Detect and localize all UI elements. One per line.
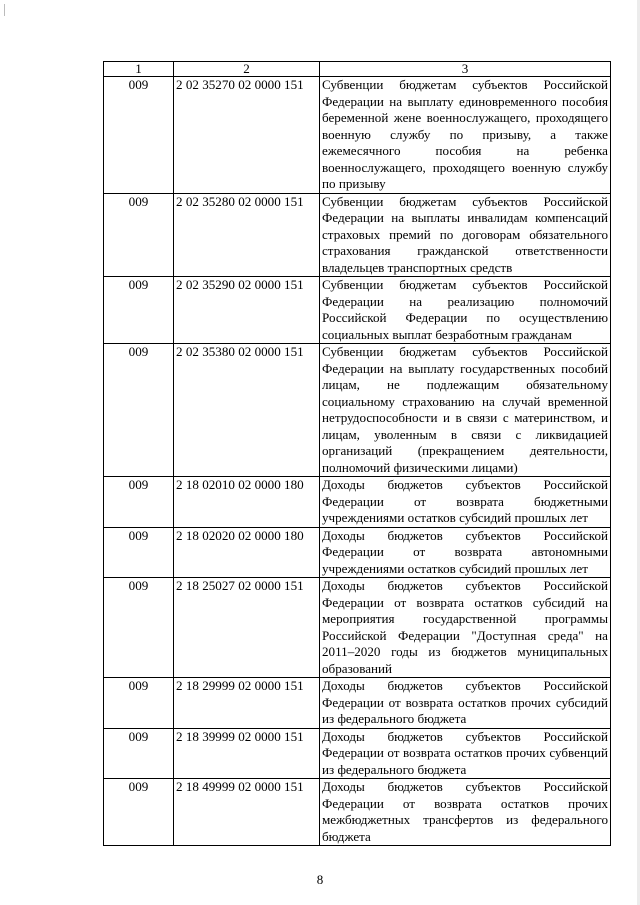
column-header-3: 3	[320, 62, 611, 77]
table-row	[104, 728, 611, 779]
admin-code-cell: 009	[104, 193, 174, 277]
budget-code-cell: 2 18 29999 02 0000 151	[174, 678, 320, 729]
table-row	[104, 344, 611, 477]
budget-code-cell: 2 18 25027 02 0000 151	[174, 578, 320, 678]
revenue-name-cell: Субвенции бюджетам субъектов Российской Федерации на выплату единовременного пособия беременной жене военнослужащего, проходящего военную службу по призыву, а также ежемесячного пособия на ребенка военнослужащего, проходящего военную службу по призыву	[320, 77, 611, 194]
revenue-name-cell: Доходы бюджетов субъектов Российской Федерации от возврата автономными учреждениями остатков субсидий прошлых лет	[320, 527, 611, 578]
revenue-name-cell: Субвенции бюджетам субъектов Российской Федерации на выплаты инвалидам компенсаций страховых премий по договорам обязательного страхования гражданской ответственности владельцев транспортных средств	[320, 193, 611, 277]
table-row	[104, 678, 611, 729]
table-body	[104, 77, 611, 846]
table-row	[104, 477, 611, 528]
admin-code-cell: 009	[104, 678, 174, 729]
budget-code-cell: 2 18 39999 02 0000 151	[174, 728, 320, 779]
budget-code-cell: 2 18 02020 02 0000 180	[174, 527, 320, 578]
admin-code-cell: 009	[104, 578, 174, 678]
scan-mark	[4, 4, 5, 16]
revenue-name-cell: Доходы бюджетов субъектов Российской Федерации от возврата остатков прочих межбюджетных трансфертов из федерального бюджета	[320, 779, 611, 846]
budget-code-cell: 2 02 35290 02 0000 151	[174, 277, 320, 344]
table-row	[104, 77, 611, 194]
admin-code-cell: 009	[104, 344, 174, 477]
table-header-row	[104, 62, 611, 77]
revenue-name-cell: Субвенции бюджетам субъектов Российской Федерации на реализацию полномочий Российской Федерации по осуществлению социальных выплат безработным гражданам	[320, 277, 611, 344]
table-row	[104, 779, 611, 846]
admin-code-cell: 009	[104, 728, 174, 779]
admin-code-cell: 009	[104, 527, 174, 578]
revenue-name-cell: Доходы бюджетов субъектов Российской Федерации от возврата бюджетными учреждениями остатков субсидий прошлых лет	[320, 477, 611, 528]
table-row	[104, 277, 611, 344]
budget-code-cell: 2 02 35270 02 0000 151	[174, 77, 320, 194]
admin-code-cell: 009	[104, 477, 174, 528]
budget-code-cell: 2 18 49999 02 0000 151	[174, 779, 320, 846]
table-row	[104, 193, 611, 277]
revenue-name-cell: Доходы бюджетов субъектов Российской Федерации от возврата остатков прочих субсидий из федерального бюджета	[320, 678, 611, 729]
revenue-name-cell: Доходы бюджетов субъектов Российской Федерации от возврата остатков субсидий на мероприятия государственной программы Российской Федерации "Доступная среда" на 2011–2020 годы из бюджетов муниципальных образований	[320, 578, 611, 678]
budget-code-cell: 2 18 02010 02 0000 180	[174, 477, 320, 528]
column-header-2: 2	[174, 62, 320, 77]
budget-code-cell: 2 02 35280 02 0000 151	[174, 193, 320, 277]
budget-code-cell: 2 02 35380 02 0000 151	[174, 344, 320, 477]
revenue-name-cell: Субвенции бюджетам субъектов Российской Федерации на выплату государственных пособий лицам, не подлежащим обязательному социальному страхованию на случай временной нетрудоспособности и в связи с материнством, и лицам, уволенным в связи с ликвидацией организаций (прекращением деятельности, полномочий физическими лицами)	[320, 344, 611, 477]
table-row	[104, 578, 611, 678]
admin-code-cell: 009	[104, 779, 174, 846]
page-number: 8	[316, 872, 324, 887]
admin-code-cell: 009	[104, 77, 174, 194]
budget-classification-table	[103, 61, 611, 846]
table-row	[104, 527, 611, 578]
revenue-name-cell: Доходы бюджетов субъектов Российской Федерации от возврата остатков прочих субвенций из федерального бюджета	[320, 728, 611, 779]
admin-code-cell: 009	[104, 277, 174, 344]
column-header-1: 1	[104, 62, 174, 77]
